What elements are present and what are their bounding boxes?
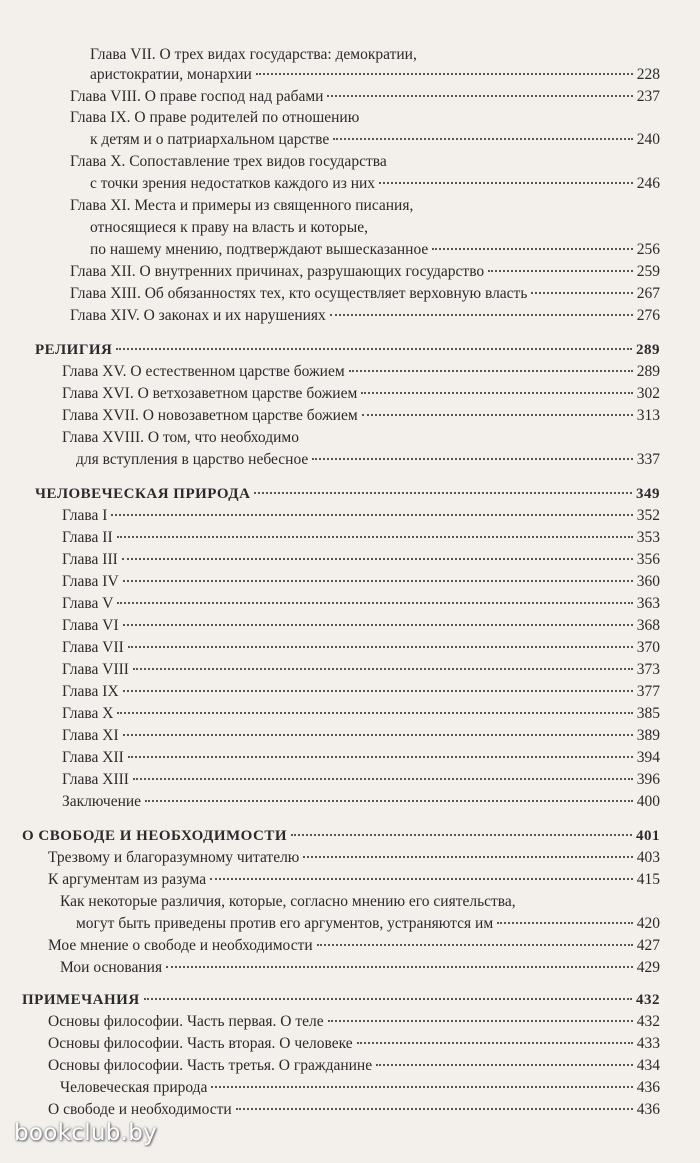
page-number: 433 [636,1035,660,1052]
page-number: 370 [636,639,660,656]
entry-title: с точки зрения недостатков каждого из них [90,175,376,192]
entry-title: ПРИМЕЧАНИЯ [22,992,140,1008]
toc-entry [62,406,660,426]
toc-entry [62,638,660,658]
entry-title: Основы философии. Часть третья. О гражданине [48,1057,373,1074]
entry-title: Глава III [62,551,118,568]
entry-title: Глава VIII [62,661,129,678]
page-number: 385 [636,705,660,722]
dot-leader [111,514,632,516]
toc-entry [62,528,660,548]
page-number: 415 [636,871,660,888]
page-number: 267 [636,285,660,302]
entry-title: Глава XIII. Об обязанностях тех, кто осуществляет верховную власть [70,285,528,302]
entry-title: по нашему мнению, подтверждают вышесказанное [90,241,429,258]
entry-title: Мое мнение о свободе и необходимости [48,937,313,954]
dot-leader [361,392,632,394]
dot-leader [349,370,633,372]
section-heading [35,340,660,360]
entry-title: Человеческая природа [60,1079,208,1096]
entry-title: Глава XVIII. О том, что необходимо [62,429,299,446]
toc-entry [62,428,299,448]
dot-leader [116,348,632,350]
page-number: 427 [636,937,660,954]
page-number: 356 [636,551,660,568]
page-number: 377 [636,683,660,700]
page-number: 246 [636,175,660,192]
entry-title: Глава VIII. О праве господ над рабами [70,88,324,105]
entry-title: Глава XII [62,749,124,766]
dot-leader [376,1064,633,1066]
entry-title: Трезвому и благоразумному читателю [48,849,300,866]
toc-entry [70,284,660,304]
page-number: 256 [636,241,660,258]
toc-entry [70,306,660,326]
page-number: 237 [636,88,660,105]
entry-title: Глава XI. Места и примеры из священного писания, [70,197,414,214]
page-number: 352 [636,507,660,524]
entry-title: Основы философии. Часть первая. О теле [48,1013,324,1030]
dot-leader [303,856,632,858]
toc-entry [48,848,660,868]
page-number: 420 [636,915,660,932]
entry-title: Основы философии. Часть вторая. О человеке [48,1035,353,1052]
entry-title: Мои основания [60,959,163,976]
toc-entry [48,1034,660,1054]
dot-leader [128,756,633,758]
page-number: 337 [636,451,660,468]
page-number: 436 [636,1101,660,1118]
dot-leader [488,270,633,272]
toc-entry [48,1056,660,1076]
toc-entry [62,594,660,614]
page-number: 313 [636,407,660,424]
dot-leader [123,690,633,692]
toc-entry [48,870,660,890]
toc-entry [70,262,660,282]
dot-leader [432,248,632,250]
entry-title: Глава V [62,595,114,612]
page-number: 396 [636,771,660,788]
dot-leader [133,778,633,780]
page-number: 432 [636,1013,660,1030]
entry-title: Глава IV [62,573,119,590]
entry-title: к детям и о патриархальном царстве [90,131,330,148]
page-number: 289 [636,363,660,380]
toc-entry [60,958,660,978]
page-number: 403 [636,849,660,866]
entry-title: Глава XVII. О новозаветном царстве божием [62,407,358,424]
page-number: 432 [636,992,660,1008]
entry-title: Глава X [62,705,114,722]
page-number: 360 [636,573,660,590]
dot-leader [379,182,633,184]
entry-title: Глава XIII [62,771,129,788]
toc-entry [62,572,660,592]
toc-entry [70,87,660,107]
entry-title: относящиеся к праву на власть и которые, [90,219,368,236]
toc-entry [48,1012,660,1032]
dot-leader [210,878,633,880]
entry-title: Глава X. Сопоставление трех видов государства [70,153,387,170]
dot-leader [166,966,633,968]
entry-title: Глава IX. О праве родителей по отношению [70,109,360,126]
page-number: 368 [636,617,660,634]
entry-title: Глава I [62,507,108,524]
toc-entry [62,726,660,746]
dot-leader [122,558,633,560]
dot-leader [254,492,632,494]
entry-title: Глава VII. О трех видах государства: демократии, [90,46,417,63]
dot-leader [362,414,633,416]
page-number: 289 [636,342,660,358]
toc-entry [62,704,660,724]
page-number: 400 [636,793,660,810]
page-number: 349 [636,486,660,502]
dot-leader [357,1042,633,1044]
toc-entry [70,152,387,172]
section-heading [35,484,660,504]
section-heading [22,826,660,846]
toc-entry [62,682,660,702]
watermark-logo: bookclub.by [14,1120,158,1146]
dot-leader [317,944,633,946]
entry-title: Глава XV. О естественном царстве божием [62,363,345,380]
toc-entry [62,616,660,636]
page-number: 240 [636,131,660,148]
toc-entry [60,1078,660,1098]
entry-title: РЕЛИГИЯ [35,342,113,358]
dot-leader [117,602,632,604]
dot-leader [328,1020,633,1022]
toc-entry [70,108,359,128]
dot-leader [133,668,633,670]
entry-title: ЧЕЛОВЕЧЕСКАЯ ПРИРОДА [35,486,251,502]
page-number: 434 [636,1057,660,1074]
toc-entry [90,174,660,194]
toc-entry [90,240,660,260]
toc-entry [48,1100,660,1120]
entry-title: Глава VII [62,639,124,656]
entry-title: аристократии, монархии [90,66,252,83]
section-heading [22,990,660,1010]
toc-entry [62,660,660,680]
toc-entry [48,936,660,956]
page-number: 394 [636,749,660,766]
dot-leader [312,458,632,460]
entry-title: могут быть приведены против его аргументов, устраняются им [76,915,494,932]
dot-leader [256,73,633,75]
page-number: 302 [636,385,660,402]
page-number: 353 [636,529,660,546]
page-number: 401 [636,828,660,844]
entry-title: К аргументам из разума [48,871,207,888]
entry-title: Глава XIV. О законах и их нарушениях [70,307,326,324]
toc-entry [90,65,660,85]
dot-leader [128,646,633,648]
page-number: 389 [636,727,660,744]
dot-leader [144,998,632,1000]
entry-title: Глава XVI. О ветхозаветном царстве божием [62,385,358,402]
toc-entry [90,218,368,238]
dot-leader [291,834,632,836]
page-number: 228 [636,66,660,83]
entry-title: Глава II [62,529,113,546]
toc-entry [60,892,516,912]
toc-entry [62,506,660,526]
toc-entry [90,45,417,65]
toc-entry [70,196,413,216]
dot-leader [211,1086,632,1088]
toc-entry [76,914,660,934]
dot-leader [236,1108,633,1110]
entry-title: Глава IX [62,683,119,700]
page-number: 436 [636,1079,660,1096]
dot-leader [531,292,632,294]
toc-entry [90,130,660,150]
entry-title: Как некоторые различия, которые, согласно мнению его сиятельства, [60,893,516,910]
page-number: 259 [636,263,660,280]
dot-leader [123,734,633,736]
entry-title: О СВОБОДЕ И НЕОБХОДИМОСТИ [22,828,288,844]
entry-title: О свободе и необходимости [48,1101,232,1118]
toc-entry [62,362,660,382]
page-number: 429 [636,959,660,976]
entry-title: Глава XI [62,727,119,744]
page-number: 373 [636,661,660,678]
dot-leader [123,580,633,582]
toc-entry [62,770,660,790]
dot-leader [123,624,633,626]
entry-title: для вступления в царство небесное [76,451,309,468]
entry-title: Заключение [62,793,142,810]
toc-entry [62,792,660,812]
dot-leader [117,712,632,714]
dot-leader [117,536,633,538]
entry-title: Глава VI [62,617,119,634]
dot-leader [497,922,633,924]
toc-entry [62,748,660,768]
dot-leader [333,138,633,140]
dot-leader [327,95,632,97]
entry-title: Глава XII. О внутренних причинах, разрушающих государство [70,263,485,280]
page-number: 276 [636,307,660,324]
toc-entry [62,384,660,404]
dot-leader [145,800,633,802]
page-number: 363 [636,595,660,612]
toc-entry [76,450,660,470]
toc-entry [62,550,660,570]
dot-leader [330,314,633,316]
